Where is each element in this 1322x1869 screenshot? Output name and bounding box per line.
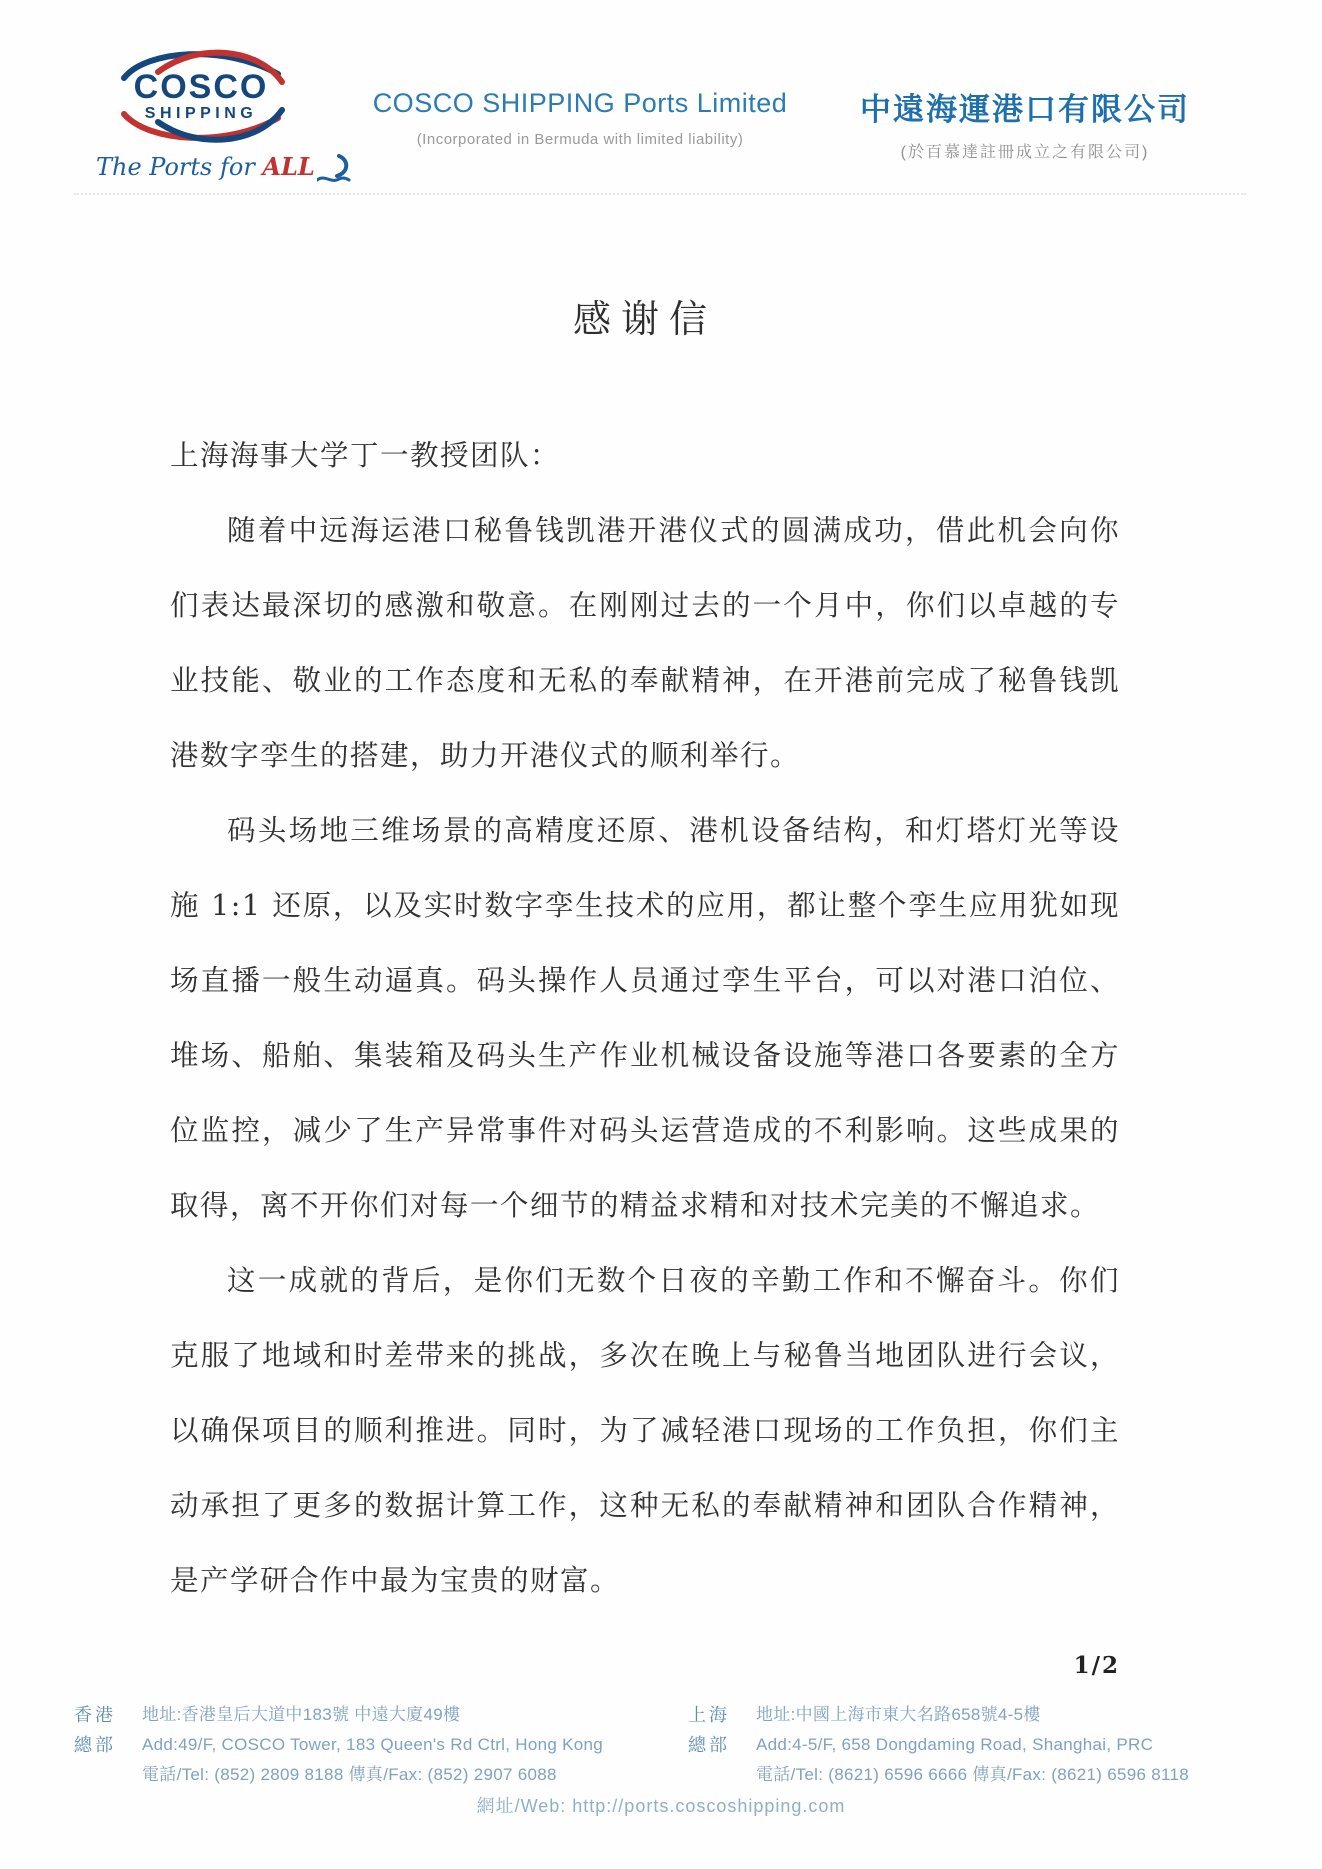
letter-paragraph-1: 随着中远海运港口秘鲁钱凯港开港仪式的圆满成功，借此机会向你们表达最深切的感激和敬意。在刚刚过去的一个月中，你们以卓越的专业技能、敬业的工作态度和无私的奉献精神，在开港前完成了秘鲁钱凯港数字孪生的搭建，助力开港仪式的顺利举行。	[170, 514, 1120, 772]
company-name-en: COSCO SHIPPING Ports Limited	[372, 88, 788, 118]
letter-paragraph-2: 码头场地三维场景的高精度还原、港机设备结构，和灯塔灯光等设施 1:1 还原，以及实时数字孪生技术的应用，都让整个孪生应用犹如现场直播一般生动逼真。码头操作人员通过孪生平台，可以对港口泊位、堆场、船舶、集装箱及码头生产作业机械设备设施等港口各要素的全方位监控，减少了生产异常事件对码头运营造成的不利影响。这些成果的取得，离不开你们对每一个细节的精益求精和对技术完美的不懈追求。	[170, 814, 1120, 1222]
cosco-globe-logo-icon	[106, 48, 296, 144]
footer-shanghai-label	[688, 1700, 740, 1790]
tagline-text: The Ports for	[96, 153, 263, 181]
footer-sh-address-en: Add:4-5/F, 658 Dongdaming Road, Shanghai, PRC	[756, 1735, 1154, 1754]
company-name-zh-block	[845, 84, 1205, 162]
footer-hk-address-zh: 地址:香港皇后大道中183號 中遠大廈49樓	[142, 1705, 461, 1724]
cosco-shipping-logo	[96, 48, 315, 184]
letter-salutation: 上海海事大学丁一教授团队：	[170, 439, 561, 472]
page-number: 1/2	[1073, 1652, 1120, 1679]
logo-cosco-text: COSCO	[133, 68, 269, 106]
footer-shanghai-block	[688, 1700, 1189, 1790]
footer-hongkong-details	[142, 1700, 603, 1790]
company-subtitle-zh: (於百慕達註冊成立之有限公司)	[900, 144, 1150, 161]
tagline-swoosh-icon	[317, 154, 351, 184]
footer-hongkong-label	[74, 1700, 126, 1790]
tagline-accent-text: ALL	[262, 152, 315, 181]
footer-sh-tel-fax: 電話/Tel: (8621) 6596 6666 傳真/Fax: (8621) 6596 8118	[756, 1765, 1190, 1784]
footer-hk-address-en: Add:49/F, COSCO Tower, 183 Queen's Rd Ctrl, Hong Kong	[142, 1735, 604, 1754]
letterhead	[0, 0, 1322, 196]
company-name-en-block	[330, 88, 830, 148]
logo-tagline	[96, 152, 315, 184]
logo-wordmark	[106, 70, 296, 122]
logo-shipping-text: SHIPPING	[144, 105, 258, 122]
header-divider-line	[74, 193, 1246, 195]
footer-hk-tel-fax: 電話/Tel: (852) 2809 8188 傳真/Fax: (852) 2907 6088	[142, 1765, 557, 1784]
company-subtitle-en: (Incorporated in Bermuda with limited liability)	[416, 131, 744, 148]
footer-sh-address-zh: 地址:中國上海市東大名路658號4-5樓	[756, 1705, 1041, 1724]
footer-sh-label-line1: 上海	[688, 1705, 730, 1725]
footer-website: 網址/Web: http://ports.coscoshipping.com	[476, 1796, 846, 1816]
footer-hk-label-line1: 香港	[74, 1705, 116, 1725]
letter-paragraph-3: 这一成就的背后，是你们无数个日夜的辛勤工作和不懈奋斗。你们克服了地域和时差带来的挑战，多次在晚上与秘鲁当地团队进行会议，以确保项目的顺利推进。同时，为了减轻港口现场的工作负担，你们主动承担了更多的数据计算工作，这种无私的奉献精神和团队合作精神，是产学研合作中最为宝贵的财富。	[170, 1264, 1120, 1597]
letter-body	[170, 418, 1120, 1618]
footer-sh-label-line2: 總部	[688, 1735, 730, 1755]
footer-hk-label-line2: 總部	[74, 1735, 116, 1755]
footer-hongkong-block	[74, 1700, 603, 1790]
company-name-zh: 中遠海運港口有限公司	[860, 92, 1190, 127]
letter-title: 感谢信	[572, 297, 717, 341]
footer-shanghai-details	[756, 1700, 1189, 1790]
